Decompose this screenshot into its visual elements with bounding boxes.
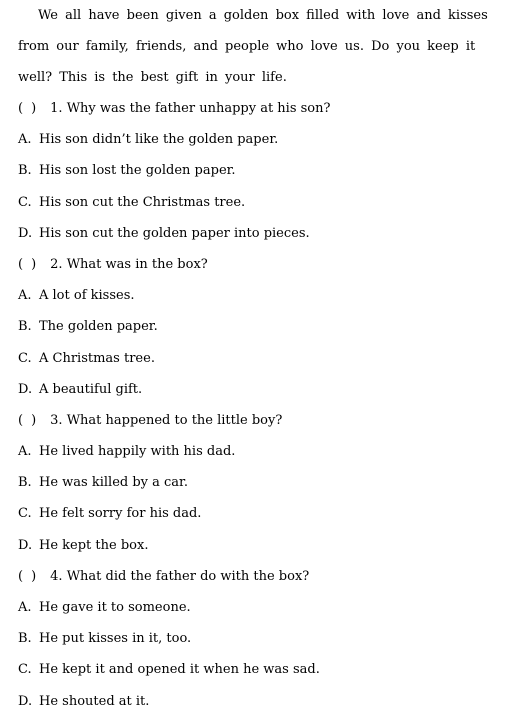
option-3b [18,467,494,498]
question-text: What was in the box? [66,256,208,272]
passage-line: We all have been given a golden box filled with love and kisses [38,8,488,23]
option-letter: D. [18,225,33,241]
option-text: A beautiful gift. [39,381,143,397]
option-2d [18,374,494,405]
reading-passage [18,0,494,93]
option-letter: C. [18,194,32,210]
option-text: A lot of kisses. [39,288,135,304]
option-letter: A. [18,132,32,148]
option-3c [18,498,494,529]
option-text: He gave it to someone. [39,600,191,615]
option-letter: B. [18,319,32,335]
question-number: 3. [50,412,63,428]
option-1a [18,124,494,155]
option-text: His son cut the Christmas tree. [39,194,246,210]
option-2a [18,280,494,311]
option-1c [18,187,494,218]
option-letter: C. [18,350,32,366]
passage-line: from our family, friends, and people who love us. Do you keep it [18,39,476,54]
option-2c [18,343,494,374]
option-text: His son lost the golden paper. [39,163,236,179]
option-text: A Christmas tree. [39,350,155,366]
answer-blank[interactable]: ( ) [18,568,37,584]
question-text: What did the father do with the box? [66,568,310,584]
option-text: He put kisses in it, too. [39,631,192,647]
option-text: He felt sorry for his dad. [39,506,202,522]
question-2 [18,249,494,280]
option-1b [18,155,494,186]
option-letter: B. [18,631,32,647]
question-number: 2. [50,256,63,272]
option-1d [18,218,494,249]
answer-blank[interactable]: ( ) [18,101,37,116]
option-text: His son didn’t like the golden paper. [39,132,279,148]
option-letter: A. [18,444,32,460]
question-text: What happened to the little boy? [66,412,283,428]
option-text: He shouted at it. [39,693,150,709]
option-text: He lived happily with his dad. [39,444,236,460]
question-list [18,93,494,717]
question-number: 4. [50,568,63,584]
option-letter: B. [18,163,32,179]
question-number: 1. [50,101,63,116]
option-letter: D. [18,693,33,709]
option-letter: D. [18,537,33,553]
option-text: The golden paper. [39,319,158,335]
option-letter: B. [18,475,32,491]
option-3d [18,530,494,561]
option-4c [18,654,494,685]
option-letter: C. [18,506,32,522]
question-text: Why was the father unhappy at his son? [66,101,331,116]
option-text: He kept it and opened it when he was sad. [39,662,320,678]
question-3 [18,405,494,436]
option-4d [18,686,494,717]
option-letter: C. [18,662,32,678]
option-letter: A. [18,288,32,304]
option-letter: D. [18,381,33,397]
option-letter: A. [18,600,32,615]
option-text: He was killed by a car. [39,475,188,491]
option-text: He kept the box. [39,537,149,553]
answer-blank[interactable]: ( ) [18,256,37,272]
option-2b [18,311,494,342]
answer-blank[interactable]: ( ) [18,412,37,428]
option-3a [18,436,494,467]
option-4a [18,592,494,623]
question-4 [18,561,494,592]
option-4b [18,623,494,654]
passage-line: well? This is the best gift in your life. [18,70,287,85]
question-1 [18,93,494,124]
option-text: His son cut the golden paper into pieces. [39,225,310,241]
